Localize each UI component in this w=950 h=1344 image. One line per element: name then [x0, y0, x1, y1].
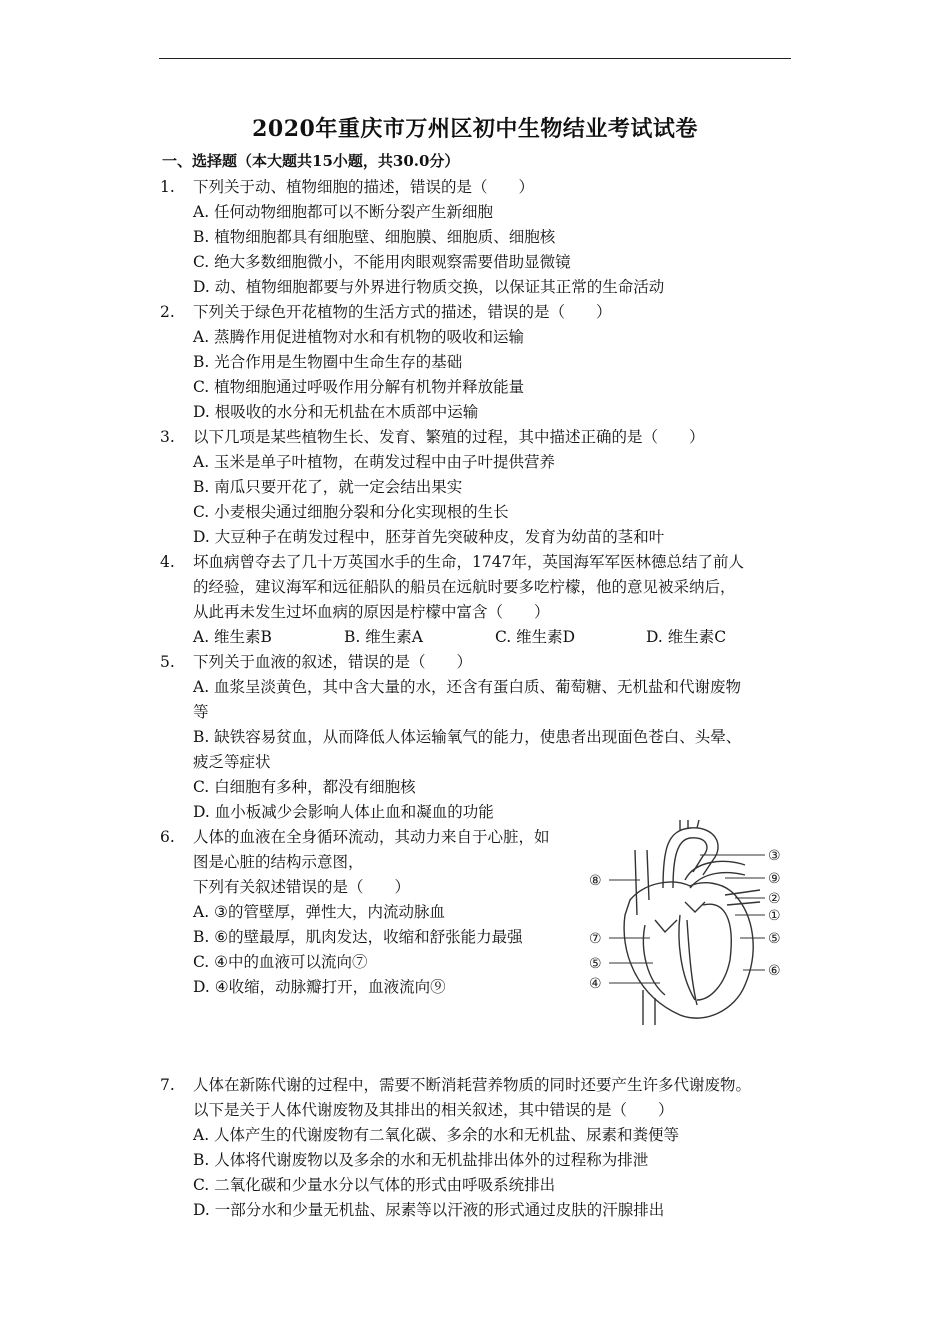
option-b: B. 维生素A [344, 628, 423, 646]
heart-label-8: ⑧ [589, 873, 602, 889]
question-number: 2. [160, 303, 175, 321]
heart-diagram [585, 820, 820, 1025]
question-stem: 下列关于血液的叙述，错误的是（ ） [193, 653, 473, 671]
question-number: 7. [160, 1076, 175, 1094]
heart-label-5-right: ⑤ [768, 931, 781, 947]
option-b-cont: 疲乏等症状 [193, 753, 271, 771]
option-b: B. 植物细胞都具有细胞壁、细胞膜、细胞质、细胞核 [193, 228, 556, 246]
question-stem: 下列有关叙述错误的是（ ） [193, 878, 411, 896]
question-stem: 图是心脏的结构示意图， [193, 853, 364, 871]
heart-label-7: ⑦ [589, 931, 602, 947]
option-c: C. 小麦根尖通过细胞分裂和分化实现根的生长 [193, 503, 509, 521]
option-a: A. 任何动物细胞都可以不断分裂产生新细胞 [193, 203, 494, 221]
question-number: 4. [160, 553, 175, 571]
option-c: C. 植物细胞通过呼吸作用分解有机物并释放能量 [193, 378, 525, 396]
option-d: D. ④收缩，动脉瓣打开，血液流向⑨ [193, 978, 446, 996]
question-stem: 从此再未发生过坏血病的原因是柠檬中富含（ ） [193, 603, 550, 621]
option-c: C. 维生素D [495, 628, 576, 646]
option-d: D. 大豆种子在萌发过程中，胚芽首先突破种皮，发育为幼苗的茎和叶 [193, 528, 665, 546]
option-a: A. ③的管壁厚，弹性大，内流动脉血 [193, 903, 445, 921]
question-stem: 坏血病曾夺去了几十万英国水手的生命，1747年，英国海军军医林德总结了前人 [193, 553, 744, 571]
question-number: 5. [160, 653, 175, 671]
option-a: A. 蒸腾作用促进植物对水和有机物的吸收和运输 [193, 328, 525, 346]
option-c: C. 二氧化碳和少量水分以气体的形式由呼吸系统排出 [193, 1176, 556, 1194]
question-number: 1. [160, 178, 175, 196]
option-b: B. 缺铁容易贫血，从而降低人体运输氧气的能力，使患者出现面色苍白、头晕、 [193, 728, 742, 746]
heart-label-2: ② [768, 891, 781, 907]
heart-label-9: ⑨ [768, 871, 781, 887]
option-c: C. 白细胞有多种，都没有细胞核 [193, 778, 416, 796]
question-stem: 下列关于绿色开花植物的生活方式的描述，错误的是（ ） [193, 303, 612, 321]
section-heading: 一、选择题（本大题共15小题，共30.0分） [162, 152, 460, 170]
option-b: B. ⑥的壁最厚，肌肉发达，收缩和舒张能力最强 [193, 928, 523, 946]
question-stem: 人体在新陈代谢的过程中，需要不断消耗营养物质的同时还要产生许多代谢废物。 [193, 1076, 752, 1094]
option-b: B. 人体将代谢废物以及多余的水和无机盐排出体外的过程称为排泄 [193, 1151, 649, 1169]
question-number: 3. [160, 428, 175, 446]
option-c: C. ④中的血液可以流向⑦ [193, 953, 368, 971]
heart-label-3: ③ [768, 848, 781, 864]
option-d: D. 动、植物细胞都要与外界进行物质交换，以保证其正常的生命活动 [193, 278, 665, 296]
heart-label-1: ① [768, 908, 781, 924]
option-b: B. 南瓜只要开花了，就一定会结出果实 [193, 478, 463, 496]
header-rule [159, 58, 791, 59]
question-stem: 下列关于动、植物细胞的描述，错误的是（ ） [193, 178, 535, 196]
option-d: D. 根吸收的水分和无机盐在木质部中运输 [193, 403, 479, 421]
option-a: A. 人体产生的代谢废物有二氧化碳、多余的水和无机盐、尿素和粪便等 [193, 1126, 680, 1144]
question-stem: 人体的血液在全身循环流动，其动力来自于心脏，如 [193, 828, 550, 846]
option-b: B. 光合作用是生物圈中生命生存的基础 [193, 353, 463, 371]
heart-drawing [624, 820, 760, 1025]
question-number: 6. [160, 828, 175, 846]
heart-label-6: ⑥ [768, 963, 781, 979]
option-a: A. 维生素B [193, 628, 272, 646]
option-d: D. 一部分水和少量无机盐、尿素等以汗液的形式通过皮肤的汗腺排出 [193, 1201, 665, 1219]
question-stem: 以下几项是某些植物生长、发育、繁殖的过程，其中描述正确的是（ ） [193, 428, 705, 446]
option-d: D. 血小板减少会影响人体止血和凝血的功能 [193, 803, 494, 821]
heart-label-5-left: ⑤ [589, 956, 602, 972]
option-c: C. 绝大多数细胞微小，不能用肉眼观察需要借助显微镜 [193, 253, 571, 271]
page-title: 2020年重庆市万州区初中生物结业考试试卷 [252, 116, 698, 142]
question-stem: 以下是关于人体代谢废物及其排出的相关叙述，其中错误的是（ ） [193, 1101, 674, 1119]
heart-label-4: ④ [589, 976, 602, 992]
option-d: D. 维生素C [646, 628, 727, 646]
option-a: A. 血浆呈淡黄色，其中含大量的水，还含有蛋白质、葡萄糖、无机盐和代谢废物 [193, 678, 742, 696]
question-stem: 的经验，建议海军和远征船队的船员在远航时要多吃柠檬，他的意见被采纳后， [193, 578, 736, 596]
option-a: A. 玉米是单子叶植物，在萌发过程中由子叶提供营养 [193, 453, 556, 471]
option-a-cont: 等 [193, 703, 209, 721]
